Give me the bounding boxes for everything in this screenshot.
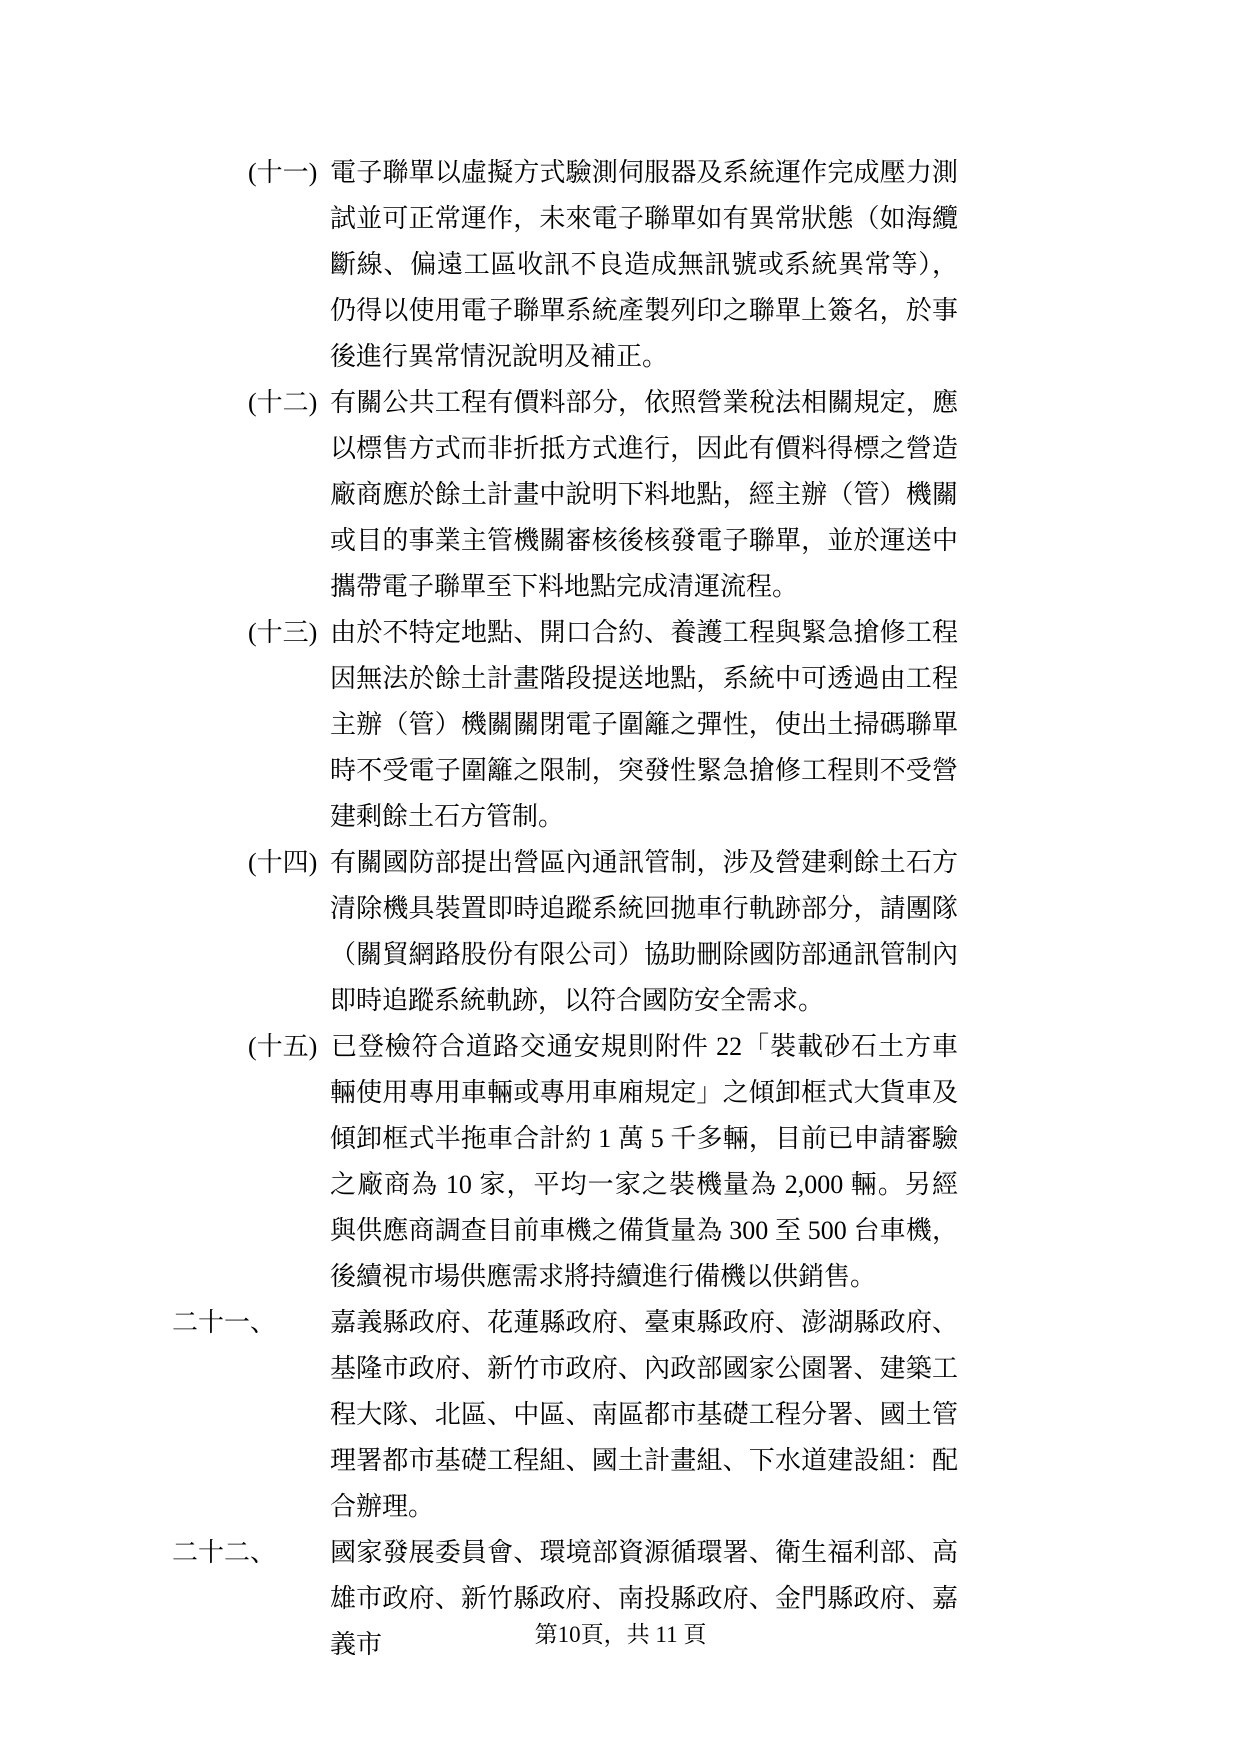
item-number: (十三)	[248, 618, 318, 647]
item-text: 已登檢符合道路交通安規則附件 22「裝載砂石土方車輛使用專用車輛或專用車廂規定」之傾卸框式大貨車及傾卸框式半拖車合計約 1 萬 5 千多輛，目前已申請審驗之廠商為 10 家，平均一家之裝機量為 2,000 輛。另經與供應商調查目前車機之備貨量為 300 至 500 台車機，後續視市場供應需求將持續進行備機以供銷售。	[330, 1032, 958, 1291]
item-text: 有關公共工程有價料部分，依照營業稅法相關規定，應以標售方式而非折抵方式進行，因此有價料得標之營造廠商應於餘土計畫中說明下料地點，經主辦（管）機關或目的事業主管機關審核後核發電子聯單，並於運送中攜帶電子聯單至下料地點完成清運流程。	[330, 388, 958, 601]
item-number: (十一)	[248, 158, 318, 187]
list-item-13	[248, 610, 958, 840]
list-item-15	[248, 1024, 958, 1300]
item-number: 二十一、	[172, 1308, 277, 1337]
item-text: 電子聯單以虛擬方式驗測伺服器及系統運作完成壓力測試並可正常運作，未來電子聯單如有異常狀態（如海纜斷線、偏遠工區收訊不良造成無訊號或系統異常等），仍得以使用電子聯單系統產製列印之聯單上簽名，於事後進行異常情況說明及補正。	[330, 158, 958, 371]
item-number: 二十二、	[172, 1538, 277, 1567]
item-number: (十二)	[248, 388, 318, 417]
item-number: (十五)	[248, 1032, 318, 1061]
item-text: 有關國防部提出營區內通訊管制，涉及營建剩餘土石方清除機具裝置即時追蹤系統回拋車行軌跡部分，請團隊（關貿網路股份有限公司）協助刪除國防部通訊管制內即時追蹤系統軌跡，以符合國防安全需求。	[330, 848, 958, 1015]
item-text: 嘉義縣政府、花蓮縣政府、臺東縣政府、澎湖縣政府、基隆市政府、新竹市政府、內政部國家公園署、建築工程大隊、北區、中區、南區都市基礎工程分署、國土管理署都市基礎工程組、國土計畫組、下水道建設組：配合辦理。	[330, 1308, 958, 1521]
page-number-footer: 第10頁，共 11 頁	[534, 1622, 707, 1647]
item-text: 由於不特定地點、開口合約、養護工程與緊急搶修工程因無法於餘土計畫階段提送地點，系統中可透過由工程主辦（管）機關關閉電子圍籬之彈性，使出土掃碼聯單時不受電子圍籬之限制，突發性緊急搶修工程則不受營建剩餘土石方管制。	[330, 618, 958, 831]
item-text: 國家發展委員會、環境部資源循環署、衛生福利部、高雄市政府、新竹縣政府、南投縣政府、金門縣政府、嘉義市	[330, 1538, 958, 1659]
item-number: (十四)	[248, 848, 318, 877]
list-item-14	[248, 840, 958, 1024]
document-body	[0, 150, 1241, 1668]
list-item-12	[248, 380, 958, 610]
list-item-21	[172, 1300, 958, 1530]
list-item-11	[248, 150, 958, 380]
